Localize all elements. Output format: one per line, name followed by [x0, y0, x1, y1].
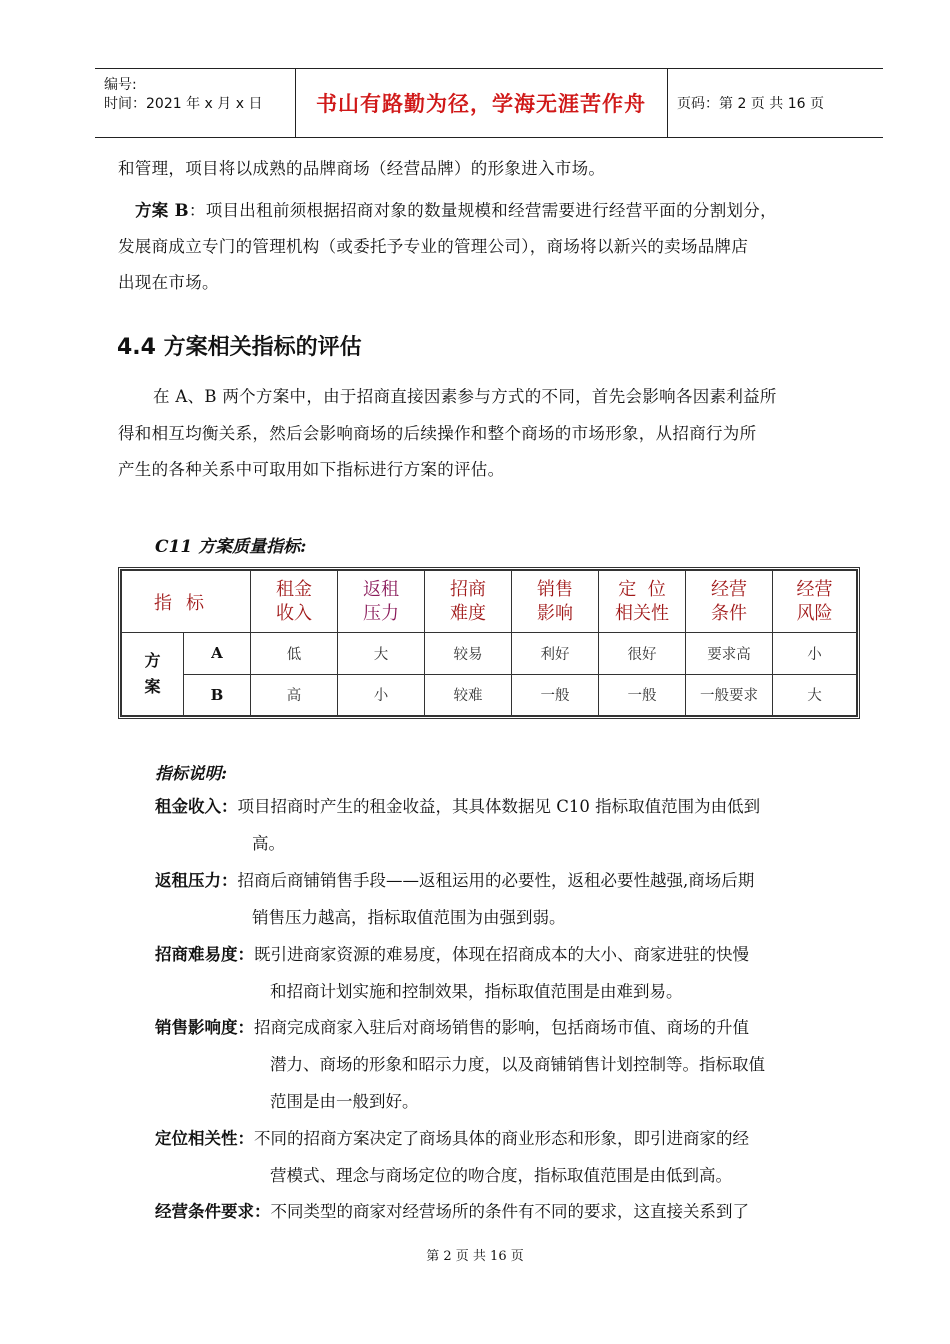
- paragraph-2-line-1: [135, 193, 777, 229]
- paragraph-3-line-1: 在 A、B 两个方案中，由于招商直接因素参与方式的不同，首先会影响各因素利益所: [153, 387, 777, 406]
- note-label: 定位相关性：: [155, 1129, 254, 1148]
- table-cell: 较难: [425, 674, 512, 716]
- table-cell: 一般要求: [686, 674, 773, 716]
- paragraph-2-text-1: ：项目出租前须根据招商对象的数量规模和经营需要进行经营平面的分割划分，: [188, 201, 777, 220]
- table-corner-header: 指标: [122, 571, 251, 633]
- header-leasing-difficulty: [425, 571, 512, 633]
- header-rent-income: [251, 571, 338, 633]
- table-cell: 大: [773, 674, 857, 716]
- section-title: 4.4 方案相关指标的评估: [117, 335, 362, 360]
- plan-name: B: [184, 674, 251, 716]
- paragraph-1: 和管理，项目将以成熟的品牌商场（经营品牌）的形象进入市场。: [118, 159, 606, 178]
- page-footer: 第 2 页 共 16 页: [426, 1249, 524, 1264]
- note-rent-income: [155, 788, 760, 862]
- table-cell: 大: [338, 633, 425, 675]
- header-line: 风险: [796, 602, 833, 624]
- header-sales-impact: [512, 571, 599, 633]
- note-text: 既引进商家资源的难易度，体现在招商成本的大小、商家进驻的快慢: [254, 945, 749, 964]
- table-cell: 较易: [425, 633, 512, 675]
- header-line: 影响: [537, 602, 573, 624]
- header-time: 时间：2021 年 x 月 x 日: [104, 96, 263, 112]
- table-cell: 利好: [512, 633, 599, 675]
- note-text: 销售压力越高，指标取值范围为由强到弱。: [252, 908, 566, 927]
- plan-label-char: 方: [144, 651, 161, 670]
- header-line: 销售: [537, 578, 573, 600]
- note-text: 和招商计划实施和控制效果，指标取值范围是由难到易。: [270, 982, 683, 1001]
- note-text: 招商后商铺销售手段——返租运用的必要性，返租必要性越强,商场后期: [237, 871, 755, 890]
- header-line: 收入: [276, 602, 312, 624]
- header-line: 返租: [363, 578, 399, 600]
- plan-row-label: [122, 633, 184, 716]
- plan-label-char: 案: [144, 677, 161, 696]
- plan-b-label: 方案 B: [135, 201, 189, 220]
- header-line: 难度: [450, 602, 486, 624]
- notes-title: 指标说明:: [155, 764, 228, 783]
- header-code-label: 编号:: [104, 77, 137, 93]
- header-operating-conditions: [686, 571, 773, 633]
- note-text: 不同类型的商家对经营场所的条件有不同的要求，这直接关系到了: [270, 1202, 749, 1221]
- note-sales-impact: [155, 1009, 765, 1120]
- header-line: 招商: [450, 578, 486, 600]
- paragraph-3-line-2: 得和相互均衡关系，然后会影响商场的后续操作和整个商场的市场形象，从招商行为所: [118, 424, 757, 443]
- header-leaseback-pressure: [338, 571, 425, 633]
- table-caption: C11 方案质量指标:: [155, 537, 307, 557]
- header-page-info: 页码：第 2 页 共 16 页: [677, 96, 824, 112]
- table-cell: 小: [773, 633, 857, 675]
- table-cell: 低: [251, 633, 338, 675]
- quality-indicator-table: [118, 567, 860, 719]
- table-cell: 一般: [599, 674, 686, 716]
- header-operating-risk: [773, 571, 857, 633]
- page-header: [95, 68, 883, 138]
- table-row: [122, 633, 857, 675]
- paragraph-2-line-2: 发展商成立专门的管理机构（或委托予专业的管理公司），商场将以新兴的卖场品牌店: [118, 237, 749, 256]
- note-operating-conditions: [155, 1193, 749, 1230]
- note-text: 营模式、理念与商场定位的吻合度，指标取值范围是由低到高。: [270, 1166, 732, 1185]
- note-text: 范围是由一般到好。: [270, 1092, 419, 1111]
- note-text: 高。: [252, 834, 285, 853]
- note-label: 经营条件要求：: [155, 1202, 271, 1221]
- header-line: 经营: [711, 578, 747, 600]
- note-positioning-relevance: [155, 1120, 749, 1194]
- note-text: 潜力、商场的形象和昭示力度，以及商铺销售计划控制等。指标取值: [270, 1055, 765, 1074]
- note-text: 项目招商时产生的租金收益，其具体数据见 C10 指标取值范围为由低到: [237, 797, 761, 816]
- note-leasing-difficulty: [155, 936, 749, 1010]
- table-header-row: [122, 571, 857, 633]
- table-cell: 小: [338, 674, 425, 716]
- header-line: 租金: [276, 578, 312, 600]
- note-text: 不同的招商方案决定了商场具体的商业形态和形象，即引进商家的经: [254, 1129, 749, 1148]
- header-line: 条件: [711, 602, 747, 624]
- table-cell: 高: [251, 674, 338, 716]
- table-row: [122, 674, 857, 716]
- plan-name: A: [184, 633, 251, 675]
- header-line: 相关性: [615, 602, 669, 624]
- header-meta: [95, 69, 296, 137]
- header-line: 经营: [796, 578, 833, 600]
- note-leaseback-pressure: [155, 862, 754, 936]
- paragraph-3-line-3: 产生的各种关系中可取用如下指标进行方案的评估。: [118, 460, 505, 479]
- header-line: 压力: [363, 602, 399, 624]
- note-label: 销售影响度：: [155, 1018, 254, 1037]
- header-motto: 书山有路勤为径，学海无涯苦作舟: [316, 92, 646, 116]
- note-text: 招商完成商家入驻后对商场销售的影响，包括商场市值、商场的升值: [254, 1018, 749, 1037]
- header-motto-cell: [295, 69, 668, 137]
- paragraph-2-line-3: 出现在市场。: [118, 273, 219, 292]
- note-label: 租金收入：: [155, 797, 238, 816]
- table-cell: 一般: [512, 674, 599, 716]
- note-label: 招商难易度：: [155, 945, 254, 964]
- table-cell: 很好: [599, 633, 686, 675]
- note-label: 返租压力：: [155, 871, 238, 890]
- header-positioning-relevance: [599, 571, 686, 633]
- header-line: 定 位: [618, 578, 666, 600]
- table-cell: 要求高: [686, 633, 773, 675]
